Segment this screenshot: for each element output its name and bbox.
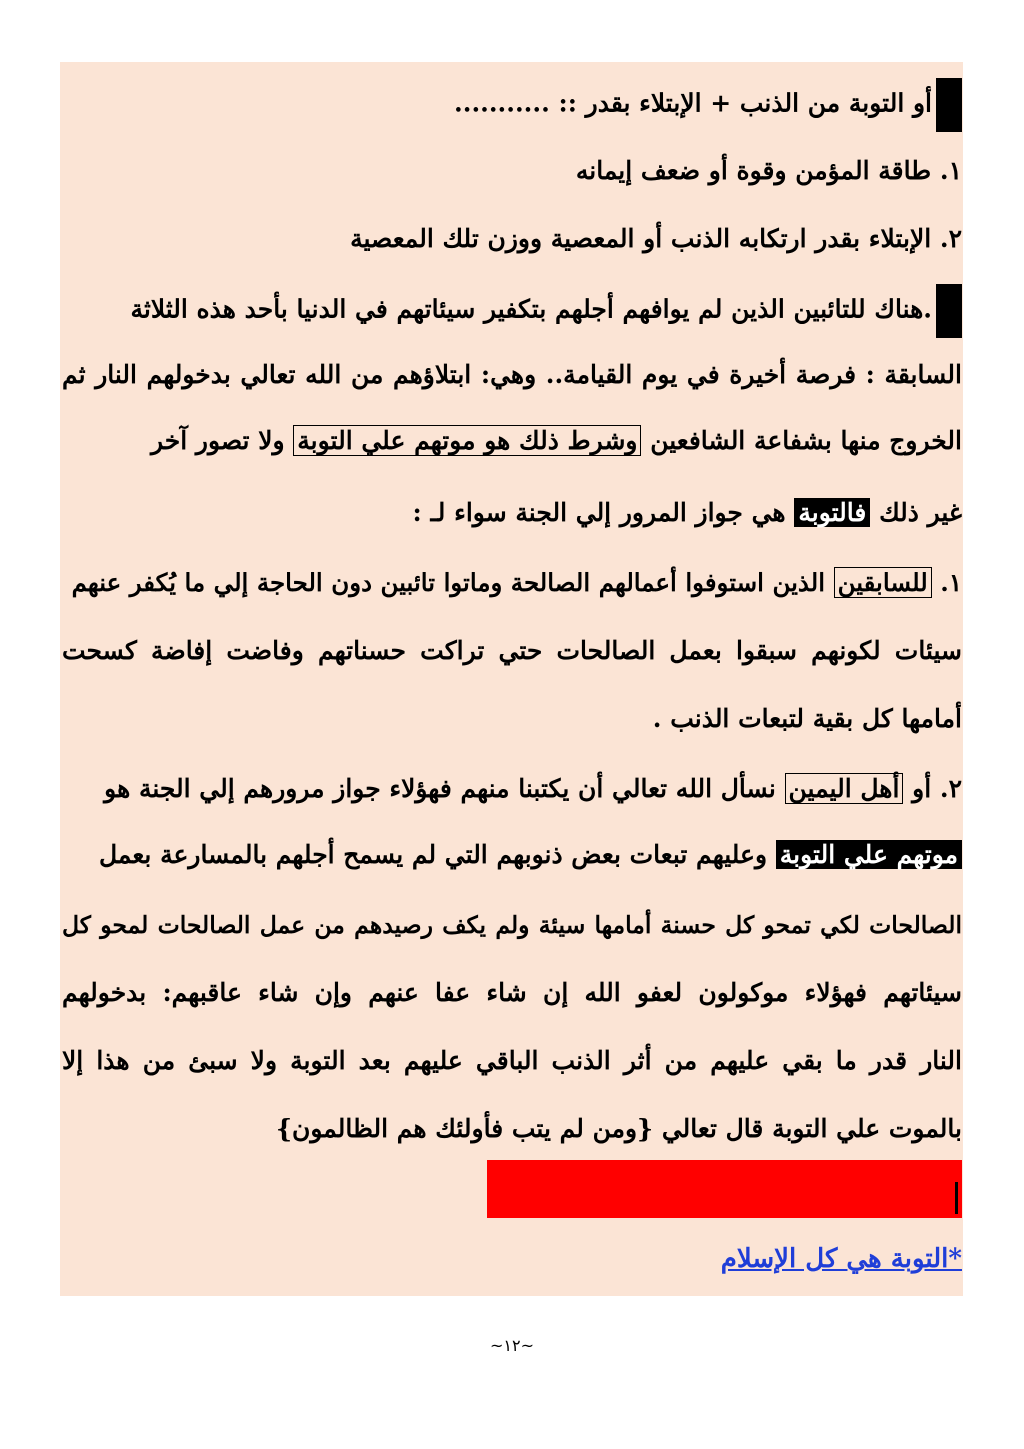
line-text: نسأل الله تعالي أن يكتبنا منهم فهؤلاء جواز مرورهم إلي الجنة هو — [104, 774, 776, 803]
highlighted-phrase: موتهم علي التوبة — [776, 840, 962, 869]
line-text: هي جواز المرور إلي الجنة سواء لـ : — [412, 498, 786, 527]
line-text: ١. — [940, 568, 962, 597]
page-number: ~١٢~ — [490, 1336, 534, 1355]
black-marker-bar — [936, 78, 962, 132]
line-text: النار قدر ما بقي عليهم من أثر الذنب الباقي عليهم بعد التوبة ولا سبئ من هذا إلا — [62, 1046, 962, 1075]
line-text: السابقة : فرصة أخيرة في يوم القيامة.. وهي: ابتلاؤهم من الله تعالي بدخولهم النار ثم — [62, 360, 962, 389]
text-line-2 — [62, 148, 962, 194]
boxed-phrase: للسابقين — [834, 567, 932, 598]
boxed-phrase: وشرط ذلك هو موتهم علي التوبة — [293, 425, 641, 456]
text-cursor — [955, 1182, 958, 1214]
line-text: الخروج منها بشفاعة الشافعين — [650, 426, 962, 455]
line-text: وعليهم تبعات بعض ذنوبهم التي لم يسمح أجلهم بالمسارعة بعمل — [98, 840, 768, 869]
line-text: سيئات لكونهم سبقوا بعمل الصالحات حتي تراكت حسناتهم وفاضت إفاضة كسحت — [62, 636, 962, 665]
text-line-7 — [62, 490, 962, 536]
line-text: الصالحات لكي تمحو كل حسنة أمامها سيئة ولم يكف رصيدهم من عمل الصالحات لمحو كل — [62, 911, 962, 939]
line-text: ٢. أو — [912, 774, 962, 803]
text-line-3 — [62, 216, 962, 262]
line-text: .هناك للتائبين الذين لم يوافهم أجلهم بتكفير سيئاتهم في الدنيا بأحد هذه الثلاثة — [130, 294, 932, 324]
boxed-phrase: أهل اليمين — [785, 773, 904, 804]
text-line-13 — [62, 902, 962, 948]
text-line-14 — [62, 970, 962, 1016]
line-text: أو التوبة من الذنب + الإبتلاء بقدر :: ........... — [454, 88, 932, 118]
text-line-11 — [62, 766, 962, 812]
line-text: ١. طاقة المؤمن وقوة أو ضعف إيمانه — [575, 156, 962, 185]
text-line-16 — [62, 1106, 962, 1152]
islam-link[interactable]: *التوبة هي كل الإسلام — [720, 1244, 962, 1274]
text-line-5 — [62, 352, 962, 398]
text-line-6 — [62, 418, 962, 464]
text-line-10 — [62, 696, 962, 742]
line-text: سيئاتهم فهؤلاء موكولون لعفو الله إن شاء عفا عنهم وإن شاء عاقبهم: بدخولهم — [62, 978, 962, 1007]
line-text: أمامها كل بقية لتبعات الذنب . — [652, 704, 962, 733]
line-text: الذين استوفوا أعمالهم الصالحة وماتوا تائبين دون الحاجة إلي ما يُكفر عنهم — [71, 568, 826, 597]
line-text: ولا تصور آخر — [150, 426, 285, 455]
text-line-15 — [62, 1038, 962, 1084]
line-text: غير ذلك — [879, 498, 962, 527]
red-highlight-box — [487, 1160, 962, 1218]
text-line-8 — [62, 560, 962, 606]
text-line-1 — [62, 78, 962, 124]
highlighted-phrase: فالتوبة — [794, 498, 870, 527]
text-line-4 — [62, 284, 962, 330]
text-line-12 — [62, 832, 962, 878]
text-line-9 — [62, 628, 962, 674]
line-text: ٢. الإبتلاء بقدر ارتكابه الذنب أو المعصية ووزن تلك المعصية — [350, 224, 962, 253]
black-marker-bar — [936, 284, 962, 338]
line-text: بالموت علي التوبة قال تعالي {ومن لم يتب فأولئك هم الظالمون} — [275, 1114, 962, 1143]
